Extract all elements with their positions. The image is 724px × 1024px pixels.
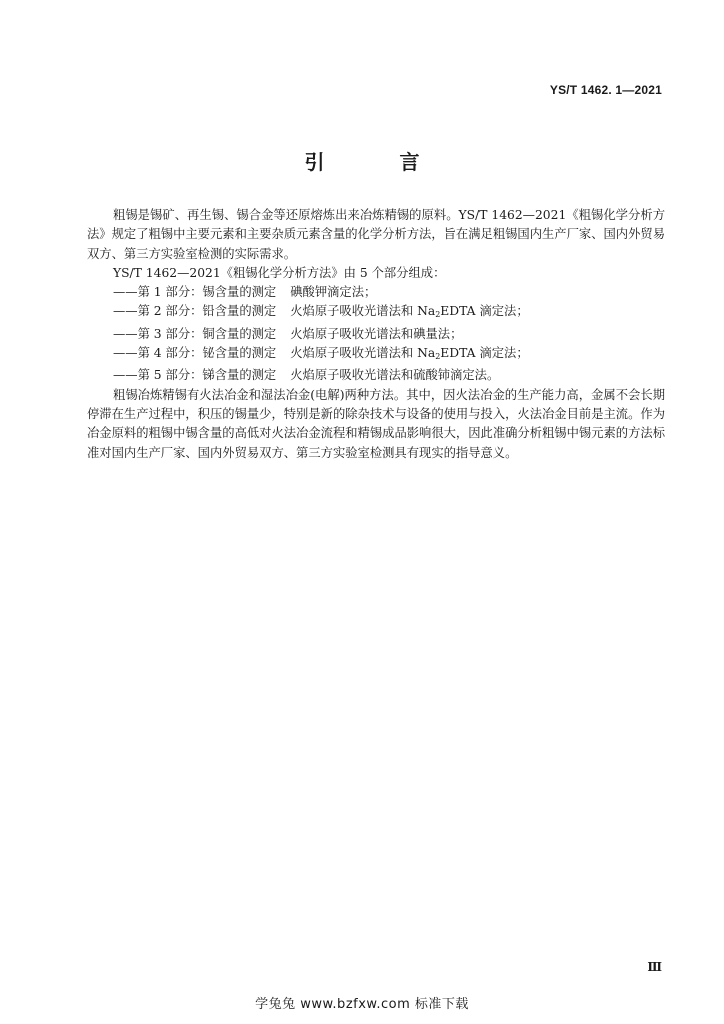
- list-item: [87, 302, 665, 324]
- part-label: ——第 3 部分：铜含量的测定: [113, 326, 277, 341]
- intro-paragraph: 粗锡是锡矿、再生锡、锡合金等还原熔炼出来冶炼精锡的原料。YS/T 1462—2021《粗锡化学分析方法》规定了粗锡中主要元素和主要杂质元素含量的化学分析方法，旨在满足粗锡国内生产厂家、国内外贸易双方、第三方实验室检测的实际需求。: [87, 208, 665, 261]
- page-title: 引 言: [304, 150, 454, 174]
- subscript: 2: [435, 352, 441, 362]
- standard-code: YS/T 1462. 1—2021: [549, 83, 662, 97]
- part-method-rest: EDTA 滴定法；: [440, 304, 529, 319]
- part-method-rest: EDTA 滴定法；: [440, 346, 529, 361]
- part-method: 火焰原子吸收光谱法和硫酸铈滴定法。: [290, 368, 500, 383]
- document-body: [87, 206, 665, 463]
- subscript: 2: [435, 310, 441, 320]
- part-label: ——第 4 部分：铋含量的测定: [113, 346, 277, 361]
- part-label: ——第 1 部分：锡含量的测定: [113, 285, 277, 300]
- list-item: [87, 344, 665, 366]
- parts-intro-paragraph: YS/T 1462—2021《粗锡化学分析方法》由 5 个部分组成：: [113, 265, 446, 280]
- part-label: ——第 5 部分：锑含量的测定: [113, 368, 277, 383]
- part-method: 碘酸钾滴定法；: [290, 285, 377, 300]
- part-method: 火焰原子吸收光谱法和 Na: [290, 346, 436, 361]
- list-item: [87, 283, 665, 302]
- part-method: 火焰原子吸收光谱法和 Na: [290, 304, 436, 319]
- part-method: 火焰原子吸收光谱法和碘量法；: [290, 326, 463, 341]
- list-item: [87, 325, 665, 344]
- list-item: [87, 366, 665, 385]
- page-number: Ⅲ: [647, 960, 662, 974]
- methods-paragraph: 粗锡冶炼精锡有火法冶金和湿法冶金(电解)两种方法。其中，因火法冶金的生产能力高，金属不会长期停滞在生产过程中，积压的锡量少，特别是新的除杂技术与设备的使用与投入，火法冶金目前是主流。作为冶金原料的粗锡中锡含量的高低对火法冶金流程和精锡成品影响很大，因此准确分析粗锡中锡元素的方法标准对国内生产厂家、国内外贸易双方、第三方实验室检测具有现实的指导意义。: [87, 387, 665, 460]
- footer-watermark: 学兔兔 www.bzfxw.com 标准下载: [255, 997, 469, 1012]
- part-label: ——第 2 部分：铅含量的测定: [113, 304, 277, 319]
